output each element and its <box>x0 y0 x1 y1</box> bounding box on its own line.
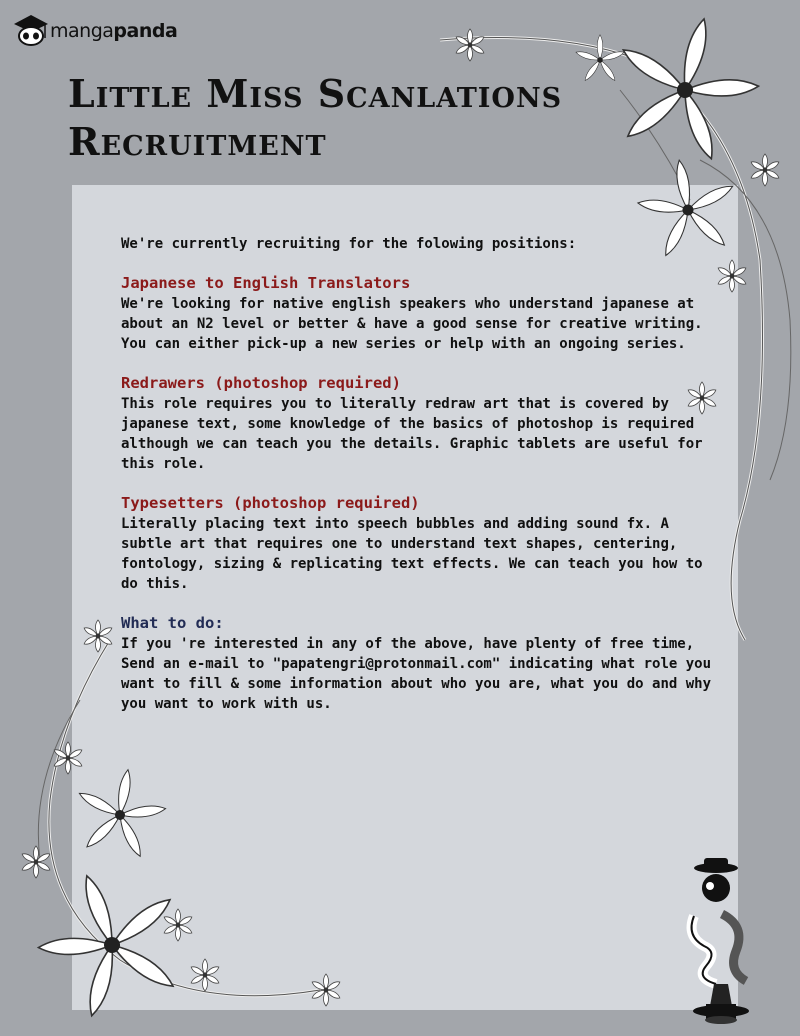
title-line-2: Recruitment <box>68 119 327 164</box>
section-redrawers <box>121 372 711 474</box>
section-heading: What to do: <box>121 614 224 632</box>
section-body: If you 're interested in any of the above, have plenty of free time, Send an e-mail to "papatengri@protonmail.com" indicating what role you want to fill & some information about who you are, what you do and why you want to work with us. <box>121 636 712 712</box>
watermark-manga: manga <box>50 20 114 42</box>
section-typesetters <box>121 492 711 594</box>
watermark-panda: panda <box>113 20 178 42</box>
mangapanda-watermark <box>10 8 190 48</box>
section-body: This role requires you to literally redraw art that is covered by japanese text, some knowledge of the basics of photoshop is required although we can teach you the details. Graphic tablets are useful for this role. <box>121 396 703 472</box>
watermark-text <box>50 20 177 42</box>
page-title <box>68 70 562 166</box>
section-heading: Typesetters (photoshop required) <box>121 494 420 512</box>
section-heading: Redrawers (photoshop required) <box>121 374 401 392</box>
section-heading: Japanese to English Translators <box>121 274 411 292</box>
top-hat-mascot-icon <box>676 856 758 1026</box>
title-line-1: Little Miss Scanlations <box>68 71 563 116</box>
section-what-to-do <box>121 612 711 714</box>
section-translators <box>121 272 711 354</box>
recruitment-text <box>121 234 711 732</box>
section-body: We're looking for native english speakers who understand japanese at about an N2 level or better & have a good sense for creative writing. You can either pick-up a new series or help with an ongoing series. <box>121 296 703 352</box>
intro-text: We're currently recruiting for the folowing positions: <box>121 236 577 252</box>
section-body: Literally placing text into speech bubbles and adding sound fx. A subtle art that requires one to understand text shapes, centering, fontology, sizing & replicating text effects. We can teach you how to do this. <box>121 516 703 592</box>
panda-hat-logo-icon <box>12 12 50 46</box>
